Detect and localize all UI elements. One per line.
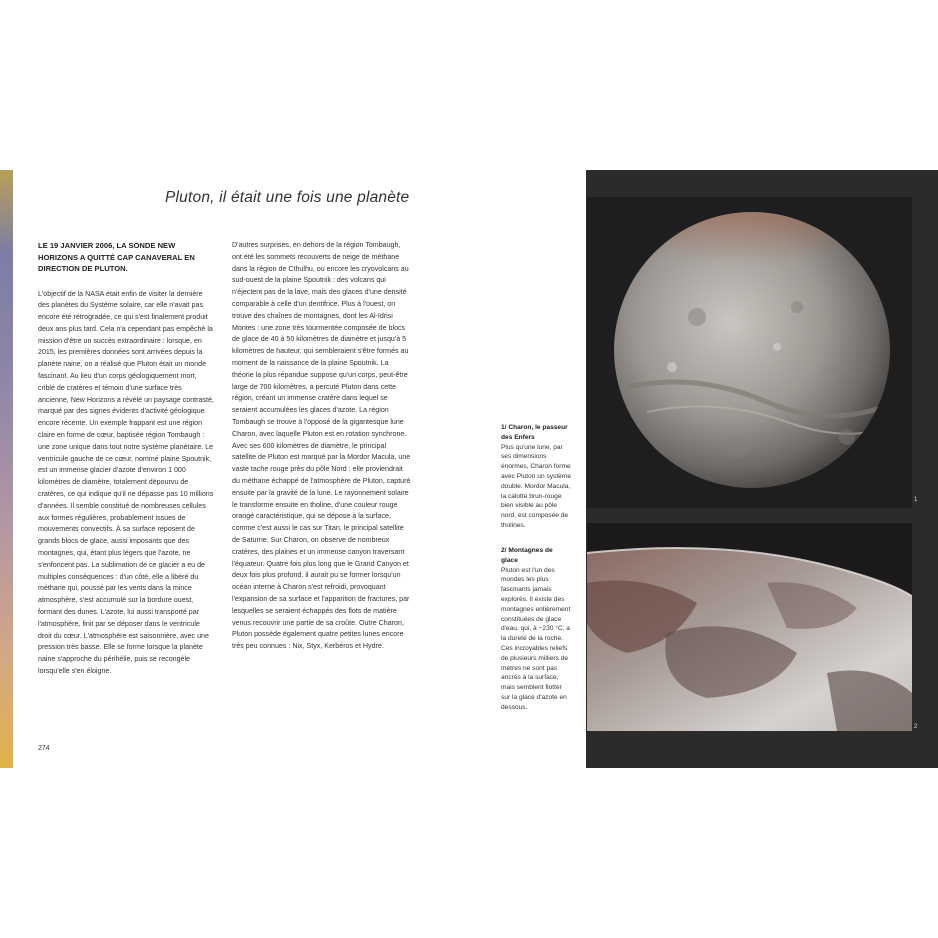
caption-2-title: 2/ Montagnes de glace	[501, 547, 553, 564]
body-text-1: L'objectif de la NASA était enfin de visiter la dernière des planètes du Système solaire, car elle n'avait pas encore été rétrogradée, ce qui s'est finalement produit deux ans plus tard. Cela n'a cependant pas empêché la mission d'être un succès extraordinaire : lorsque, en 2015, les premières données sont arrivées depuis la planète naine, on a réalisé que Pluton était un monde fascinant. Au lieu d'un corps géologiquement mort, criblé de cratères et témoin d'une surface très ancienne, New Horizons a révélé un paysage contrasté, marqué par des signes évidents d'activité géologique encore récente. Un exemple frappant est une région claire en forme de cœur, baptisée région Tombaugh : une zone unique dans tout notre système planétaire. Le ventricule gauche de ce cœur, nommé plaine Spoutnik, est un immense glacier d'azote d'environ 1 000 kilomètres de diamètre, totalement dépourvu de cratères, ce qui indique qu'il ne dépasse pas 10 millions d'années. Il semble constitué de nombreuses cellules aux formes régulières, probablement issues de mouvements convectifs. À sa surface reposent de grands blocs de glace, aussi imposants que des montagnes, qui, étant plus légers que l'azote, ne s'enfoncent pas. La sublimation de ce glacier a eu de multiples conséquences : d'un côté, elle a libéré du méthane qui, poussé par les vents dans la mince atmosphère, s'est accumulé sur la bordure ouest, formant des dunes. L'azote, lui aussi transporté par l'atmosphère, finit par se déposer dans le ventricule droit du cœur. L'atmosphère est saisonnière, avec une pression très basse. Elle se forme lorsque la planète naine s'approche du périhélie, puis se recongèle lorsqu'elle s'en éloigne.	[38, 289, 214, 675]
page-edge-color-bar	[0, 170, 13, 768]
photo-2-number: 2	[914, 724, 918, 730]
text-column-1	[38, 240, 214, 678]
pluton-mountains-photo	[587, 523, 912, 731]
text-column-2	[232, 240, 412, 653]
photo-1-number: 1	[914, 497, 918, 503]
caption-1	[501, 423, 571, 531]
caption-2-text: Pluton est l'un des mondes les plus fascinants jamais explorés. Il existe des montagnes entièrement constituées de glace d'eau, qui, à −230 °C, a la dureté de la roche. Ces incroyables reliefs de plusieurs milliers de mètres ne sont pas ancrés à la surface, mais semblent flotter sur la glace d'azote en dessous.	[501, 566, 571, 711]
charon-photo	[587, 197, 912, 508]
page-title: Pluton, il était une fois une planète	[165, 189, 410, 206]
caption-1-text: Plus qu'une lune, par ses dimensions énormes, Charon forme avec Pluton un système double. Mordor Macula, la calotte brun-rouge bien visible au pôle nord, est composée de tholines.	[501, 443, 572, 529]
caption-2	[501, 546, 571, 713]
lead-paragraph: LE 19 JANVIER 2006, LA SONDE NEW HORIZONS A QUITTÉ CAP CANAVERAL EN DIRECTION DE PLUTON.	[38, 241, 195, 273]
caption-1-title: 1/ Charon, le passeur des Enfers	[501, 424, 568, 441]
body-text-2: D'autres surprises, en dehors de la région Tombaugh, ont été les sommets recouverts de neige de méthane dans la région de Cthulhu, ou encore les cryovolcans au sud-ouest de la plaine Spoutnik : des volcans qui n'éjectent pas de la lave, mais des glaces d'une densité comparable à celle d'un dentifrice. Plus à l'ouest, on trouve des chaînes de montagnes, dont les Al-Idrisi Montes : une zone très tourmentée composée de blocs de glace de 40 à 50 kilomètres de diamètre et jusqu'à 5 kilomètres de hauteur, qui sembleraient s'être formés au moment de la naissance de la plaine Spoutnik. La théorie la plus répandue suppose qu'un corps, peut-être large de 700 kilomètres, a percuté Pluton dans cette région, créant un immense cratère dans lequel se seraient accumulées les glaces d'azote. La région Tombaugh se trouve à l'opposé de la gigantesque lune Charon, avec laquelle Pluton est en rotation synchrone. Avec ses 600 kilomètres de diamètre, le principal satellite de Pluton est marqué par la Mordor Macula, une vaste tache rouge près du pôle Nord : elle proviendrait du méthane échappé de l'atmosphère de Pluton, capturé ensuite par la gravité de la lune. Le rayonnement solaire le transforme ensuite en tholine, d'une couleur rouge orangé caractéristique, qui se dépose à la surface, comme c'est aussi le cas sur Titan, le principal satellite de Saturne. Sur Charon, on observe de nombreux cratères, des plaines et un immense canyon traversant l'équateur. Quatre fois plus long que le Grand Canyon et deux fois plus profond, il aurait pu se former lorsqu'un océan interne à Charon s'est refroidi, provoquant l'expansion de sa surface et l'apparition de fractures, par lesquelles se seraient échappés des flots de matière venus recouvrir une partie de sa croûte. Outre Charon, Pluton possède également quatre petites lunes encore très peu connues : Nix, Styx, Kerbéros et Hydre.	[232, 241, 411, 651]
page-number: 274	[38, 745, 50, 752]
